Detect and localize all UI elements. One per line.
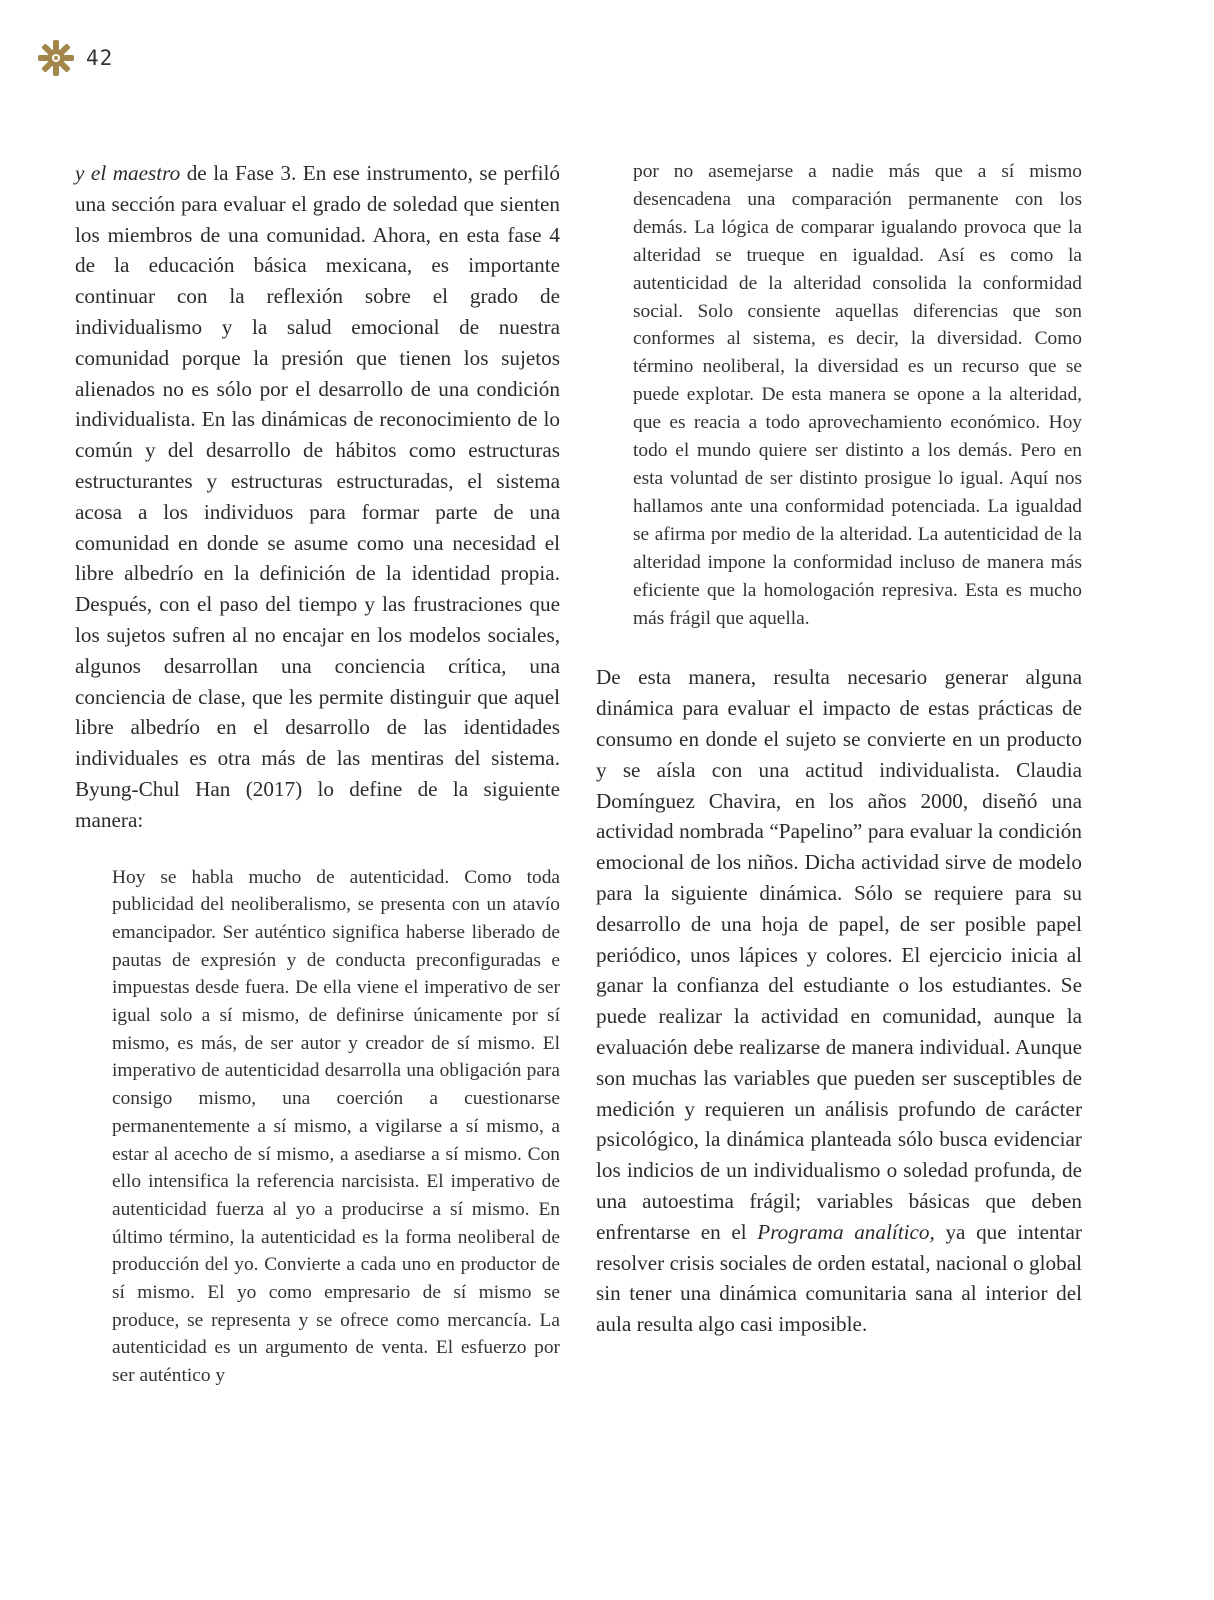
page-number: 42 [86,46,114,70]
body-paragraph [596,662,1082,1340]
paragraph-text-end: ya que intentar resolver crisis sociales de orden estatal, nacional o global sin tener una dinámica comunitaria sana al interior del aula resulta algo casi imposible. [596,1219,1082,1337]
page-header [36,38,113,78]
italic-title: Programa analítico, [757,1219,935,1244]
left-column [75,158,560,1390]
body-paragraph [75,158,560,836]
ornamental-sun-emblem-icon [36,38,76,78]
block-quote-continued: por no asemejarse a nadie más que a sí mismo desencadena una comparación permanente con los demás. La lógica de comparar igualando provoca que la alteridad se trueque en igualdad. Así es como la autenticidad de la alteridad consolida la conformidad social. Solo consiente aquellas diferencias que son conformes al sistema, es decir, la diversidad. Como término neoliberal, la diversidad es un recurso que se puede explotar. De esta manera se opone a la alteridad, que es reacia a todo aprovechamiento económico. Hoy todo el mundo quiere ser distinto a los demás. Pero en esta voluntad de ser distinto prosigue lo igual. Aquí nos hallamos ante una conformidad potenciada. La igualdad se afirma por medio de la alteridad. La autenticidad de la alteridad impone la conformidad incluso de manera más eficiente que la homologación represiva. Esta es mucho más frágil que aquella. [633,161,1082,629]
italic-phrase: y el maestro [75,161,181,185]
paragraph-text: de la Fase 3. En ese instrumento, se perfiló una sección para evaluar el grado de soledad que sienten los miembros de una comunidad. Ahora, en esta fase 4 de la educación básica mexicana, es importante continuar con la reflexión sobre el grado de individualismo y la salud emocional de nuestra comunidad porque la presión que tienen los sujetos alienados no es sólo por el desarrollo de una condición individualista. En las dinámicas de reconocimiento de lo común y del desarrollo de hábitos como estructuras estructurantes y estructuras estructuradas, el sistema acosa a los individuos para formar parte de una comunidad en donde se asume como una necesidad el libre albedrío en la definición de la identidad propia. Después, con el paso del tiempo y las frustraciones que los sujetos sufren al no encajar en los modelos sociales, algunos desarrollan una conciencia crítica, una conciencia de clase, que les permite distinguir que aquel libre albedrío en el desarrollo de las identidades individuales es otra más de las mentiras del sistema. Byung-Chul Han (2017) lo define de la siguiente manera: [75,161,561,832]
block-quote: Hoy se habla mucho de autenticidad. Como toda publicidad del neoliberalismo, se presenta con un atavío emancipador. Ser auténtico significa haberse liberado de pautas de expresión y de conducta preconfiguradas e impuestas desde fuera. De ella viene el imperativo de ser igual solo a sí mismo, de definirse únicamente por sí mismo, es más, de ser autor y creador de sí mismo. El imperativo de autenticidad desarrolla una obligación para consigo mismo, una coerción a cuestionarse permanentemente a sí mismo, a vigilarse a sí mismo, a estar al acecho de sí mismo, a asediarse a sí mismo. Con ello intensifica la referencia narcisista. El imperativo de autenticidad fuerza al yo a producirse a sí mismo. En último término, la autenticidad es la forma neoliberal de producción del yo. Convierte a cada uno en productor de sí mismo. El yo como empresario de sí mismo se produce, se representa y se ofrece como mercancía. La autenticidad es un argumento de venta. El esfuerzo por ser auténtico y [112,866,560,1387]
right-column [596,158,1082,1340]
paragraph-text: De esta manera, resulta necesario generar alguna dinámica para evaluar el impacto de estas prácticas de consumo en donde el sujeto se convierte en un producto y se aísla con una actitud individualista. Claudia Domínguez Chavira, en los años 2000, diseñó una actividad nombrada “Papelino” para evaluar la condición emocional de los niños. Dicha actividad sirve de modelo para la siguiente dinámica. Sólo se requiere para su desarrollo de una hoja de papel, de ser posible papel periódico, unos lápices y colores. El ejercicio inicia al ganar la confianza del estudiante o los estudiantes. Se puede realizar la actividad en comunidad, aunque la evaluación debe realizarse de manera individual. Aunque son muchas las variables que pueden ser susceptibles de medición y requieren un análisis profundo de carácter psicológico, la dinámica planteada sólo busca evidenciar los indicios de un individualismo o soledad profunda, de una autoestima frágil; variables básicas que deben enfrentarse en el [596,665,1082,1244]
